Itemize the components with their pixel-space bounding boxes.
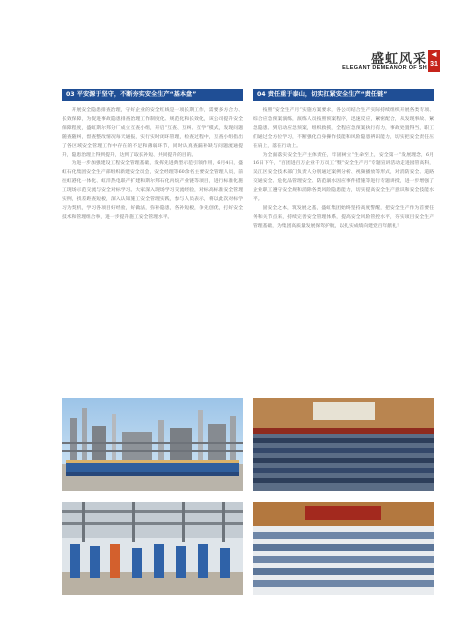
body-paragraph: 固安全之本，筑发展之基，盛虹集团始终坚持高度警醒，把安全生产作为首要任务和关节点来，持续完善安全管理体系，提高安全风险管控水平，夯实项目安全生产管理基础，为集团高质量发展保驾护航，以扎实成绩向建党百年献礼！ bbox=[253, 205, 434, 229]
industrial-plant-team-photo bbox=[62, 398, 243, 491]
section-heading: 04 责任重于泰山，切实扛紧安全生产“责任链” bbox=[253, 89, 434, 101]
page-number-badge bbox=[428, 50, 440, 72]
page-number: 31 bbox=[430, 61, 438, 68]
body-paragraph: 为进一步加强建设工程安全管理基础，发挥先进典型示范引领作用，6月4日，盛虹石化集团安全生产部组织新建安全员会，安全经理等60余名主要安全管理人员，前往虹港化一体化、虹洋热电联产扩建和斯尔邦石化丙烷产业链等项目，进行标准化施工现场示范交流与安全对标学习。大家深入现场学习交流经验，对标高标准安全管理实例，找差距查短板，深入认知施工安全管理实践，参与人员表示，将以此次对标学习为契机，学习各项目好经验，好做法，弥补隐患，各补短板，争先创优，打好安全技术和管理组合拳，进一步提升施工安全管理水平。 bbox=[62, 161, 243, 220]
body-paragraph: 按照“安全生产月”实施方案要求，各公司结合生产实际持续组织开展各类专项、综合应急预案演练，演练人员按照预案程序，迅速反应，紧密配合，从发现事故、紧急隐患、到启动应急预案，组织救援，全程应急预案执行有力，事故处置得当，职工们通过全方位学习，不断强化自身操作技能和风险隐患辨识能力，切实把安全责任压在肩上，落在行动上。 bbox=[253, 108, 434, 149]
section-04 bbox=[253, 89, 434, 232]
training-audience-photo bbox=[253, 502, 434, 595]
workers-at-site-photo bbox=[62, 502, 243, 595]
conference-hall-photo bbox=[253, 398, 434, 491]
section-heading: 03 平安源于坚守，不断夯实安全生产“基本盘” bbox=[62, 89, 243, 101]
brand-subtitle: ELEGANT DEMEANOR OF SH bbox=[342, 65, 427, 71]
section-03 bbox=[62, 89, 243, 223]
body-paragraph: 开展安全隐患排查治理，守好企业的安全红线是一项长期工作，需要多方合力、长效保障，为促进事故隐患排查治理工作制度化、规范化和长效化，该公司提升安全保障程度，盛虹斯尔邦分厂成立互查小组，开启“互查、互纠、互学”模式，发现问题随查随纠，督查整改情况每天通报，实行实时闭环管理，检查过程中，互查小组指出了各区域安全管理工作中存在的不足和薄弱环节，同时认真查漏补缺与问题流通提升，隐患治理上得到提升，达到了取长补短、共同提升的目的。 bbox=[62, 108, 243, 158]
chevron-icon: ◀ bbox=[431, 52, 437, 58]
body-paragraph: 为全面落实安全生产主体责任，牢固树立“生命至上，安全第一”发展理念，6月16日下午，“百团进百万企业千万员工”暨“安全生产月”专题宣讲活动走进园管高科，吴江区安全技术部门负责人分别通过案例分析、视频播放等形式，对消防安全、道路交通安全、危化品管理安全、防范溺水因应事件措施等进行专题讲授，进一步增强了企业职工遵守安全规和消除各类风险隐患能力，切实提高安全生产意识和安全技能水平。 bbox=[253, 152, 434, 203]
page-header bbox=[0, 48, 467, 76]
brand-title: 盛虹风采 bbox=[370, 52, 427, 67]
